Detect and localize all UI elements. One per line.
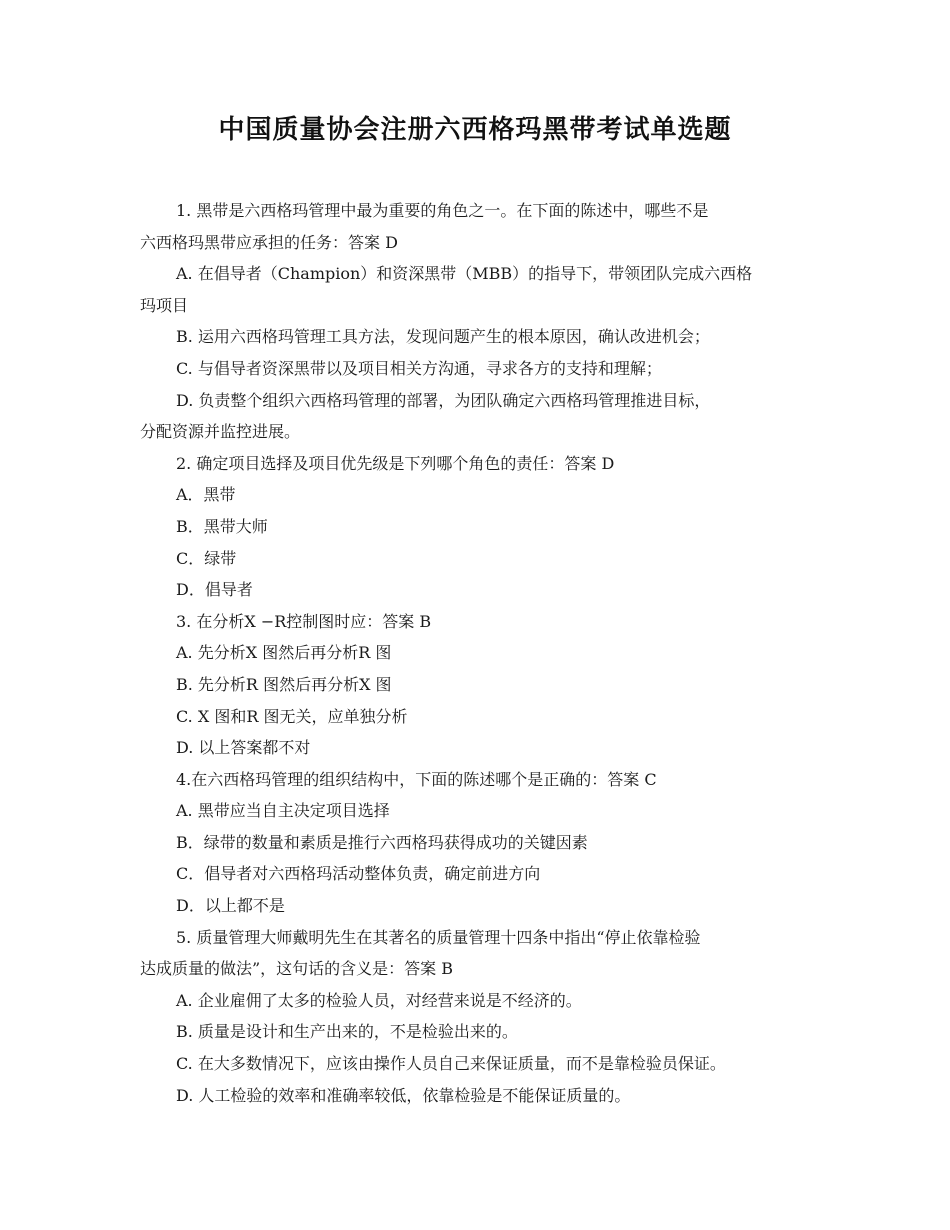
text-line: B. 先分析R 图然后再分析X 图 xyxy=(176,674,392,694)
text-line: 玛项目 xyxy=(140,295,189,315)
text-line: D. 以上答案都不对 xyxy=(176,738,311,758)
text-line: 4.在六西格玛管理的组织结构中，下面的陈述哪个是正确的：答案 C xyxy=(176,769,657,789)
text-line: 5. 质量管理大师戴明先生在其著名的质量管理十四条中指出“停止依靠检验 xyxy=(176,927,701,947)
text-line: B．黑带大师 xyxy=(176,516,268,536)
text-line: A. 在倡导者（Champion）和资深黑带（MBB）的指导下，带领团队完成六西格 xyxy=(176,264,753,284)
text-line: D．倡导者 xyxy=(176,580,253,600)
text-line: D．以上都不是 xyxy=(176,896,285,916)
text-line: D. 负责整个组织六西格玛管理的部署，为团队确定六西格玛管理推进目标， xyxy=(176,390,711,410)
page-title: 中国质量协会注册六西格玛黑带考试单选题 xyxy=(218,115,732,145)
text-line: 达成质量的做法”，这句话的含义是：答案 B xyxy=(140,959,454,979)
text-line: D. 人工检验的效率和准确率较低，依靠检验是不能保证质量的。 xyxy=(176,1085,631,1105)
text-line: C. 在大多数情况下，应该由操作人员自己来保证质量，而不是靠检验员保证。 xyxy=(176,1054,726,1074)
text-line: B．绿带的数量和素质是推行六西格玛获得成功的关键因素 xyxy=(176,832,588,852)
document-body xyxy=(140,195,815,1111)
text-line: A. 先分析X 图然后再分析R 图 xyxy=(176,643,392,663)
text-line: 1. 黑带是六西格玛管理中最为重要的角色之一。在下面的陈述中，哪些不是 xyxy=(176,201,709,220)
text-line: 3. 在分析X −R控制图时应：答案 B xyxy=(176,611,432,631)
text-line: C．绿带 xyxy=(176,548,237,568)
text-line: A. 黑带应当自主决定项目选择 xyxy=(176,801,390,821)
text-line: C. 与倡导者资深黑带以及项目相关方沟通，寻求各方的支持和理解； xyxy=(176,358,662,378)
text-line: C. X 图和R 图无关，应单独分析 xyxy=(176,706,408,726)
text-line: A．黑带 xyxy=(176,485,236,505)
text-line: B. 运用六西格玛管理工具方法，发现问题产生的根本原因，确认改进机会； xyxy=(176,327,710,347)
text-line: C．倡导者对六西格玛活动整体负责，确定前进方向 xyxy=(176,864,541,884)
text-line: 2. 确定项目选择及项目优先级是下列哪个角色的责任：答案 D xyxy=(176,453,615,473)
text-line: 六西格玛黑带应承担的任务：答案 D xyxy=(140,232,398,252)
text-line: 分配资源并监控进展。 xyxy=(140,422,301,442)
text-line: B. 质量是设计和生产出来的，不是检验出来的。 xyxy=(176,1022,518,1042)
text-line: A. 企业雇佣了太多的检验人员，对经营来说是不经济的。 xyxy=(176,990,582,1010)
